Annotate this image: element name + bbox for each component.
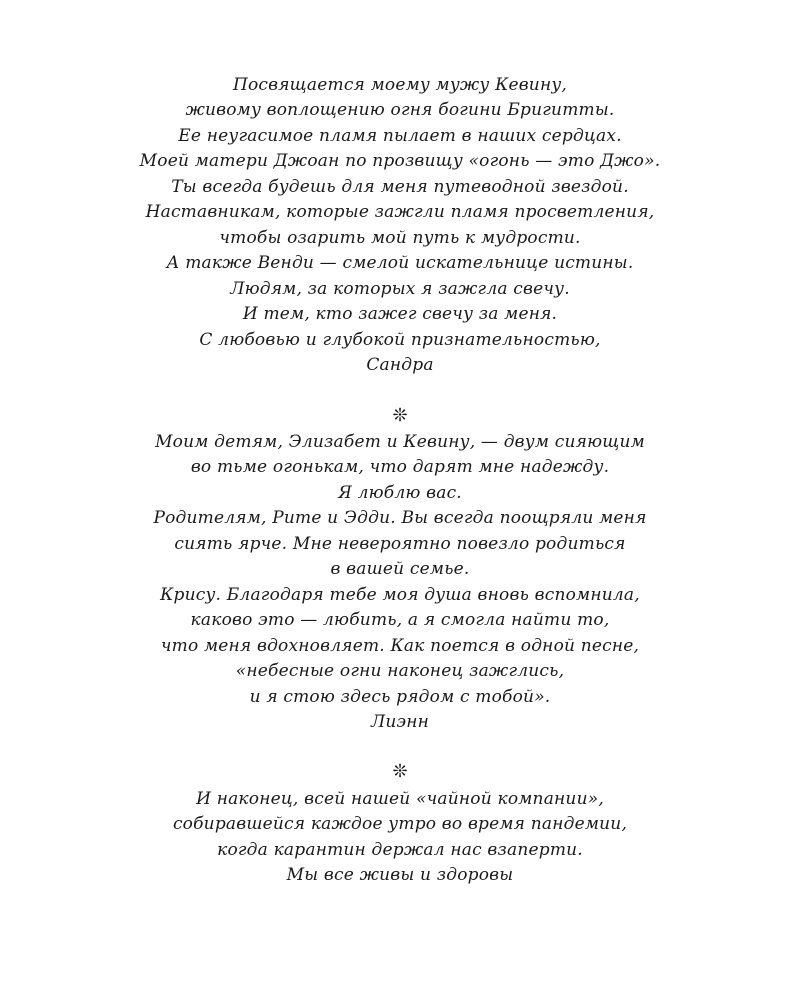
dedication-line: Моим детям, Элизабет и Кевину, — двум сияющим	[155, 432, 645, 452]
dedication-line: чтобы озарить мой путь к мудрости.	[219, 228, 581, 248]
ornament-divider-2: ❊	[392, 761, 408, 782]
dedication-line: сиять ярче. Мне невероятно повезло родиться	[174, 534, 626, 554]
dedication-line: живому воплощению огня богини Бригитты.	[185, 100, 615, 120]
dedication-line: Ты всегда будешь для меня путеводной звездой.	[171, 177, 629, 197]
dedication-line: Ее неугасимое пламя пылает в наших сердцах.	[178, 126, 622, 146]
ornament-divider-1: ❊	[392, 405, 408, 426]
dedication-line: во тьме огонькам, что дарят мне надежду.	[190, 457, 610, 477]
dedication-line: Я люблю вас.	[338, 483, 462, 503]
dedication-line: Мы все живы и здоровы	[286, 865, 514, 885]
dedication-signature: Лиэнн	[370, 712, 430, 732]
dedication-line: и я стою здесь рядом с тобой».	[249, 687, 551, 707]
dedication-line: Крису. Благодаря тебе моя душа вновь вспомнила,	[160, 585, 640, 605]
dedication-line: А также Венди — смелой искательнице истины.	[166, 253, 634, 273]
dedication-line: Моей матери Джоан по прозвищу «огонь — это Джо».	[139, 151, 661, 171]
dedication-line: собиравшейся каждое утро во время пандемии,	[172, 814, 628, 834]
dedication-line: Наставникам, которые зажгли пламя просветления,	[145, 202, 655, 222]
dedication-line: Родителям, Рите и Эдди. Вы всегда поощряли меня	[153, 508, 647, 528]
dedication-line: Людям, за которых я зажгла свечу.	[230, 279, 570, 299]
dedication-line: И тем, кто зажег свечу за меня.	[242, 304, 558, 324]
dedication-line: в вашей семье.	[330, 559, 470, 579]
dedication-line: что меня вдохновляет. Как поется в одной песне,	[160, 636, 640, 656]
dedication-line: С любовью и глубокой признательностью,	[199, 330, 601, 350]
dedication-line: «небесные огни наконец зажглись,	[235, 661, 565, 681]
dedication-line: когда карантин держал нас взаперти.	[217, 840, 583, 860]
dedication-line: каково это — любить, а я смогла найти то,	[190, 610, 610, 630]
dedication-line: Посвящается моему мужу Кевину,	[232, 75, 568, 95]
dedication-signature: Сандра	[366, 355, 434, 375]
dedication-line: И наконец, всей нашей «чайной компании»,	[196, 789, 604, 809]
